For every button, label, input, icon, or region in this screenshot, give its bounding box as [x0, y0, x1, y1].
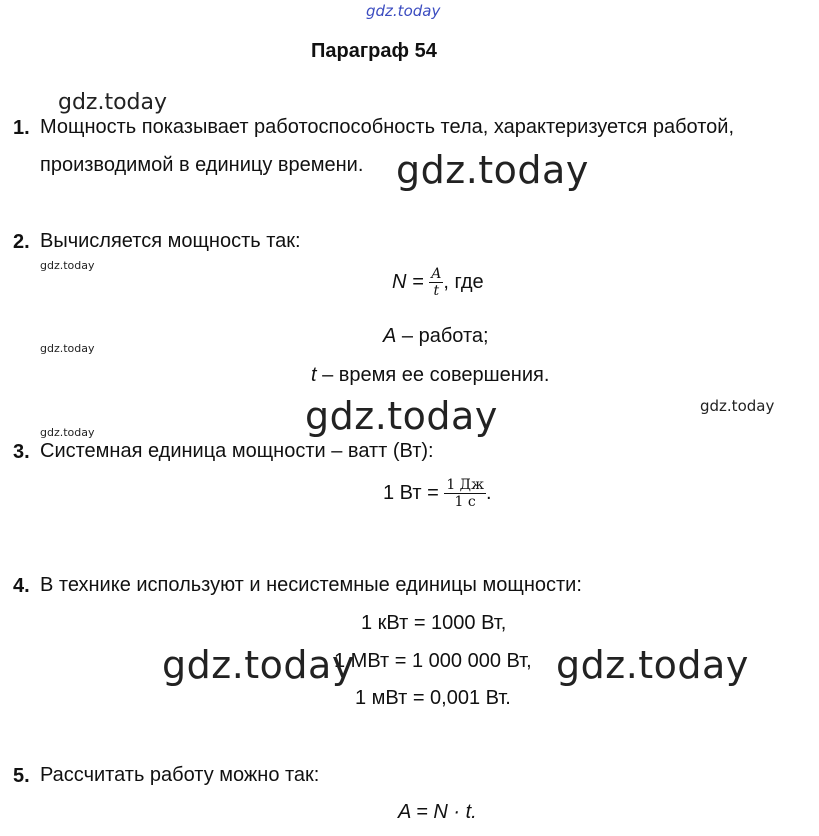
watermark: gdz.today — [40, 342, 95, 355]
fraction-denominator: 1 с — [444, 493, 486, 510]
formula-lhs: N = — [392, 270, 424, 293]
item-number: 4. — [13, 575, 30, 597]
watermark: gdz.today — [58, 90, 168, 115]
item-text: производимой в единицу времени. — [40, 154, 364, 176]
item-number: 1. — [13, 117, 30, 139]
work-formula: A = N · t. — [398, 801, 477, 823]
equation: 1 МВт = 1 000 000 Вт, — [334, 650, 532, 672]
watt-formula — [383, 477, 492, 510]
item-text: Системная единица мощности – ватт (Вт): — [40, 440, 434, 462]
item-number: 5. — [13, 765, 30, 787]
fraction — [444, 477, 486, 510]
power-formula — [392, 266, 484, 299]
watermark: gdz.today — [396, 148, 589, 192]
item-text: В технике используют и несистемные единицы мощности: — [40, 574, 582, 596]
equation: 1 мВт = 0,001 Вт. — [355, 687, 511, 709]
watermark: gdz.today — [556, 643, 749, 687]
watermark: gdz.today — [40, 426, 95, 439]
watermark: gdz.today — [700, 397, 775, 415]
watermark: gdz.today — [162, 643, 355, 687]
watermark-top: gdz.today — [366, 2, 441, 20]
definition-text: – работа; — [396, 325, 489, 347]
formula-lhs: 1 Вт = — [383, 481, 439, 504]
definition-t — [311, 364, 549, 387]
fraction-denominator: t — [429, 282, 443, 299]
item-text: Мощность показывает работоспособность тела, характеризуется работой, — [40, 116, 735, 138]
fraction — [429, 266, 443, 299]
symbol: A — [383, 325, 397, 347]
equation: 1 кВт = 1000 Вт, — [361, 612, 507, 634]
fraction-numerator: A — [431, 266, 442, 282]
item-number: 3. — [13, 441, 30, 463]
watermark: gdz.today — [40, 259, 95, 272]
symbol: t — [311, 364, 317, 386]
definition-a — [383, 325, 489, 348]
item-text: Вычисляется мощность так: — [40, 230, 301, 252]
fraction-numerator: 1 Дж — [446, 477, 484, 493]
watermark: gdz.today — [305, 394, 498, 438]
definition-text: – время ее совершения. — [316, 364, 550, 386]
formula-tail: , где — [443, 270, 484, 293]
item-number: 2. — [13, 231, 30, 253]
page-title: Параграф 54 — [311, 40, 437, 62]
formula-tail: . — [485, 481, 492, 504]
item-text: Рассчитать работу можно так: — [40, 764, 320, 786]
